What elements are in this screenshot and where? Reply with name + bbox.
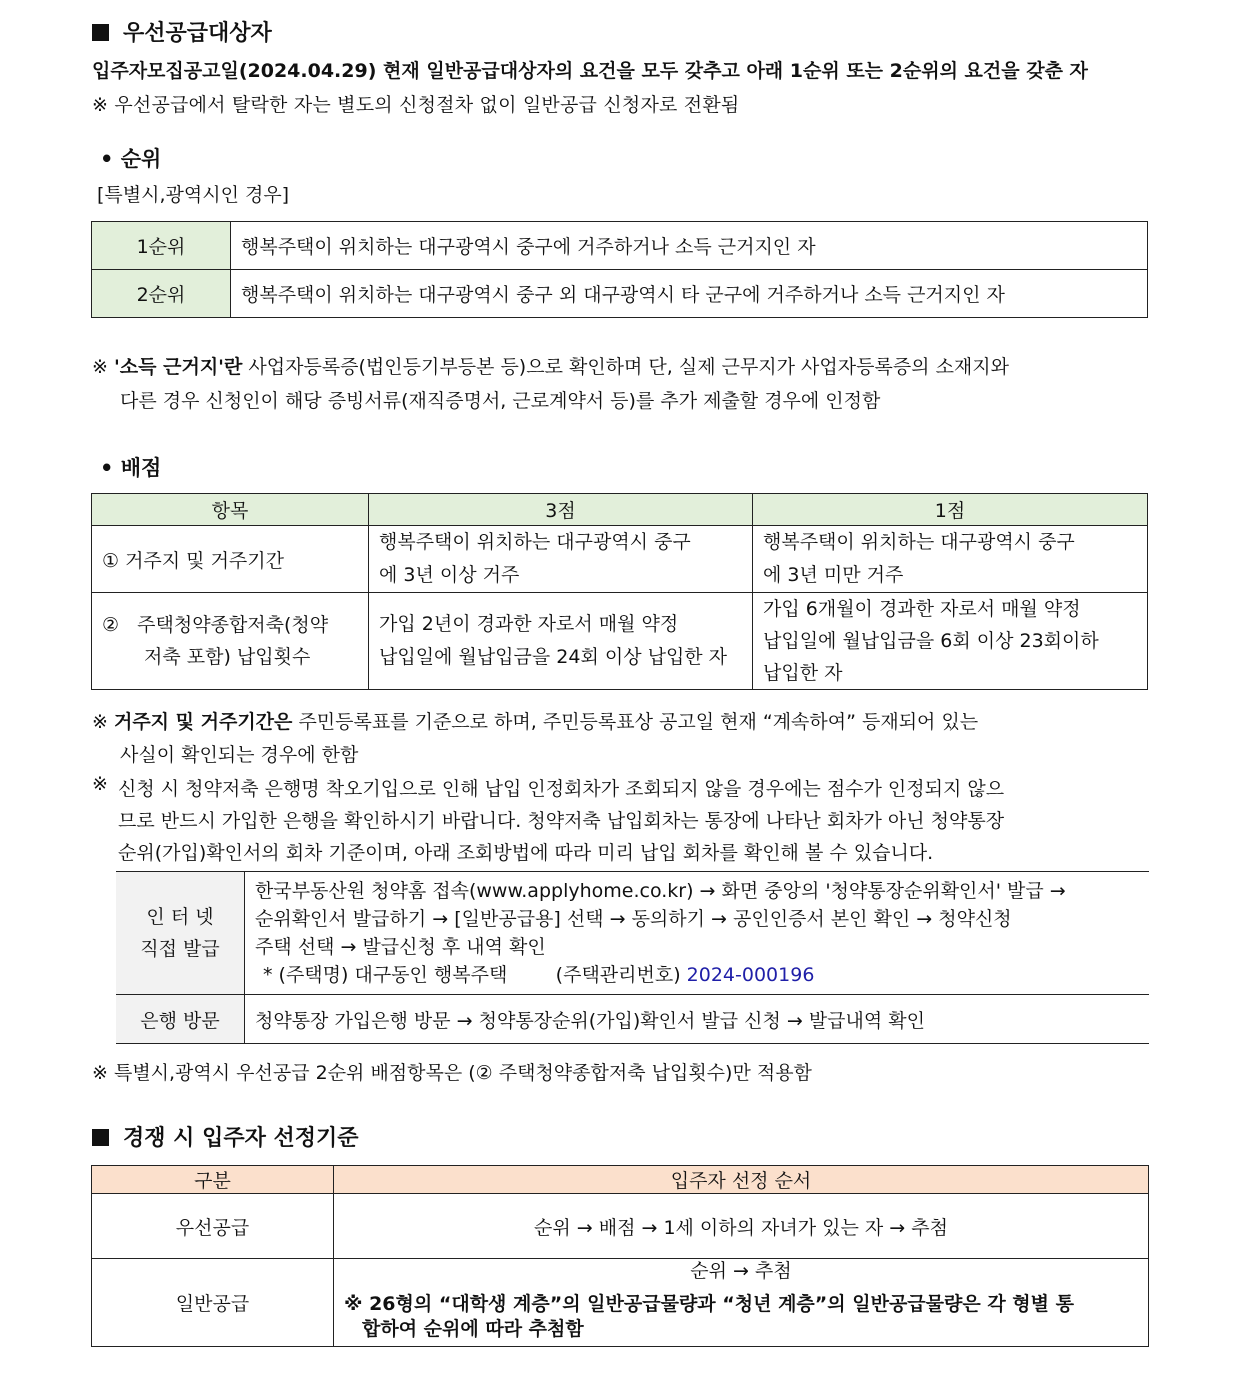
score-3pt: 가입 2년이 경과한 자로서 매월 약정 납입일에 월납입금을 24회 이상 납입한 자 xyxy=(369,593,753,690)
table-row xyxy=(92,593,1148,690)
square-bullet-icon xyxy=(92,1129,109,1146)
house-code: 2024-000196 xyxy=(686,964,815,986)
header-1pt: 1점 xyxy=(753,494,1148,526)
bank-steps: 청약통장 가입은행 방문 → 청약통장순위(가입)확인서 발급 신청 → 발급내역 확인 xyxy=(245,995,1150,1044)
table-row xyxy=(92,1166,1149,1194)
rank-text: 행복주택이 위치하는 대구광역시 중구 외 대구광역시 타 군구에 거주하거나 소득 근거지인 자 xyxy=(231,270,1148,318)
table-row xyxy=(92,494,1148,526)
table-row xyxy=(92,270,1148,318)
category-general: 일반공급 xyxy=(92,1259,334,1347)
rank-label: 2순위 xyxy=(92,270,231,318)
table-row xyxy=(116,995,1149,1044)
savings-note-mark: ※ xyxy=(92,773,108,795)
bank-label: 은행 방문 xyxy=(116,995,245,1044)
table-row xyxy=(92,1259,1149,1347)
selection-table xyxy=(91,1165,1149,1347)
section-title-selection: 경쟁 시 입주자 선정기준 xyxy=(92,1121,359,1152)
rank-label: 1순위 xyxy=(92,222,231,270)
score-3pt: 행복주택이 위치하는 대구광역시 중구 에 3년 이상 거주 xyxy=(369,526,753,593)
savings-note: 신청 시 청약저축 은행명 착오기입으로 인해 납입 인정회차가 조회되지 않을 경우에는 점수가 인정되지 않으 므로 반드시 가입한 은행을 확인하시기 바랍니다. 청약저축 납입회차는 통장에 나타난 회차가 아닌 청약통장 순위(가입)확인서의 회차 기준이며, 아래 조회방법에 따라 미리 납입 회차를 확인해 볼 수 있습니다. xyxy=(118,778,1005,864)
internet-label: 인 터 넷 직접 발급 xyxy=(116,872,245,995)
subsection-title-score: • 배점 xyxy=(100,456,162,480)
table-row xyxy=(92,526,1148,593)
subsection-title-rank: • 순위 xyxy=(100,147,162,171)
metro-score-note: ※ 특별시,광역시 우선공급 2순위 배점항목은 (② 주택청약종합저축 납입횟수)만 적용함 xyxy=(92,1062,812,1084)
header-item: 항목 xyxy=(92,494,369,526)
internet-steps: 한국부동산원 청약홈 접속(www.applyhome.co.kr) → 화면 중앙의 '청약통장순위확인서' 발급 → 순위확인서 발급하기 → [일반공급용] 선택 → 동의하기 → 공인인증서 본인 확인 → 청약신청 주택 선택 → 발급신청 후 내역 확인 * (주택명) 대구동인 행복주택 (주택관리번호) 2024-000196 xyxy=(245,872,1150,995)
header-3pt: 3점 xyxy=(369,494,753,526)
score-table xyxy=(91,493,1148,690)
income-basis-note-cont: 다른 경우 신청인이 해당 증빙서류(재직증명서, 근로계약서 등)를 추가 제출할 경우에 인정함 xyxy=(120,390,881,412)
check-method-table xyxy=(116,871,1149,1044)
priority-requirement: 입주자모집공고일(2024.04.29) 현재 일반공급대상자의 요건을 모두 갖추고 아래 1순위 또는 2순위의 요건을 갖춘 자 xyxy=(92,60,1088,82)
score-1pt: 행복주택이 위치하는 대구광역시 중구 에 3년 미만 거주 xyxy=(753,526,1148,593)
header-order: 입주자 선정 순서 xyxy=(334,1166,1149,1194)
table-row xyxy=(92,222,1148,270)
rank-table xyxy=(91,221,1148,318)
rank-condition: [특별시,광역시인 경우] xyxy=(97,184,290,206)
order-general: 순위 → 추첨 ※ 26형의 “대학생 계층”의 일반공급물량과 “청년 계층”의 일반공급물량은 각 형별 통 합하여 순위에 따라 추첨함 xyxy=(334,1259,1149,1347)
score-item: ① 거주지 및 거주기간 xyxy=(92,526,369,593)
score-1pt: 가입 6개월이 경과한 자로서 매월 약정 납입일에 월납입금을 6회 이상 23회이하 납입한 자 xyxy=(753,593,1148,690)
priority-note: ※ 우선공급에서 탈락한 자는 별도의 신청절차 없이 일반공급 신청자로 전환됨 xyxy=(92,94,740,116)
table-row xyxy=(92,1194,1149,1259)
score-item: ② 주택청약종합저축(청약 저축 포함) 납입횟수 xyxy=(92,593,369,690)
house-info: * (주택명) 대구동인 행복주택 (주택관리번호) 2024-000196 xyxy=(263,964,815,986)
section-title-priority: 우선공급대상자 xyxy=(92,16,272,47)
table-row xyxy=(116,872,1149,995)
residence-note-cont: 사실이 확인되는 경우에 한함 xyxy=(120,744,359,766)
header-category: 구분 xyxy=(92,1166,334,1194)
order-priority: 순위 → 배점 → 1세 이하의 자녀가 있는 자 → 추첨 xyxy=(334,1194,1149,1259)
income-basis-note: ※ '소득 근거지'란 사업자등록증(법인등기부등본 등)으로 확인하며 단, 실제 근무지가 사업자등록증의 소재지와 xyxy=(92,356,1009,378)
category-priority: 우선공급 xyxy=(92,1194,334,1259)
rank-text: 행복주택이 위치하는 대구광역시 중구에 거주하거나 소득 근거지인 자 xyxy=(231,222,1148,270)
square-bullet-icon xyxy=(92,24,109,41)
residence-note: ※ 거주지 및 거주기간은 주민등록표를 기준으로 하며, 주민등록표상 공고일 현재 “계속하여” 등재되어 있는 xyxy=(92,711,979,733)
